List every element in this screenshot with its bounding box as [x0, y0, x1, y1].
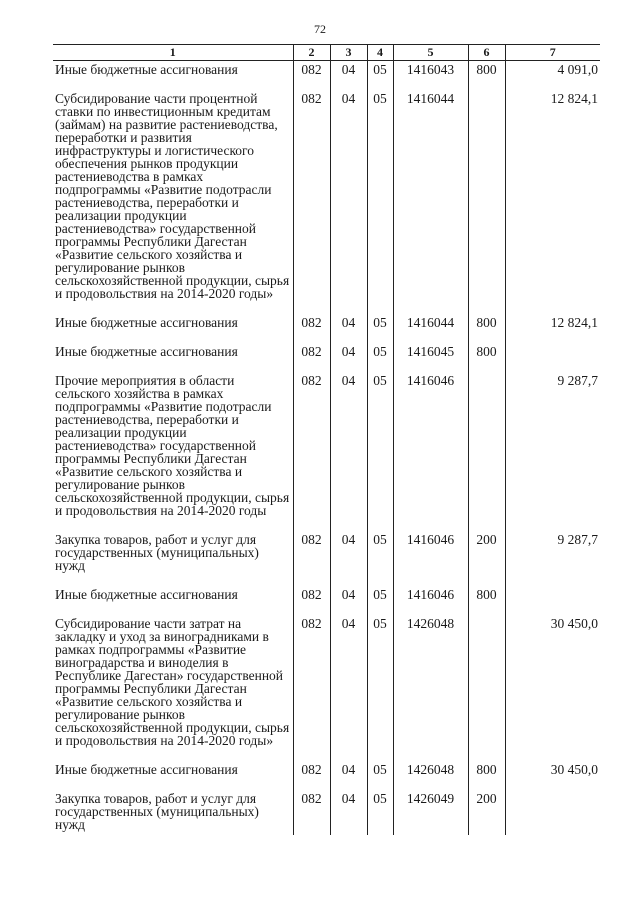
cell-subsection-code: 05 [367, 615, 393, 761]
cell-amount [505, 343, 600, 372]
table-row [53, 761, 600, 790]
cell-subsection-code: 05 [367, 761, 393, 790]
cell-name: Иные бюджетные ассигнования [55, 587, 238, 602]
cell-name: Иные бюджетные ассигнования [55, 762, 238, 777]
cell-grbs-code: 082 [293, 615, 330, 761]
cell-section-code: 04 [330, 761, 367, 790]
cell-grbs-code: 082 [293, 90, 330, 314]
table-row [53, 586, 600, 615]
budget-table [53, 44, 600, 835]
cell-expense-type: 200 [468, 531, 505, 586]
table-header [53, 45, 600, 61]
column-header-5: 5 [393, 45, 468, 61]
cell-subsection-code: 05 [367, 314, 393, 343]
cell-amount: 30 450,0 [505, 615, 600, 761]
cell-name: Прочие мероприятия в области сельского хозяйства в рамках подпрограммы «Развитие подотрасли растениеводства, переработки и реализации продукции растениеводства» государственной программы Республики Дагестан «Развитие сельского хозяйства и регулирование рынков сельскохозяйственной продукции, сырья и продовольствия на 2014-2020 годы [55, 373, 290, 518]
table-row [53, 314, 600, 343]
cell-section-code: 04 [330, 790, 367, 835]
cell-expense-type: 200 [468, 790, 505, 835]
cell-expense-type [468, 90, 505, 314]
cell-subsection-code: 05 [367, 372, 393, 531]
cell-subsection-code: 05 [367, 343, 393, 372]
cell-target-article: 1416046 [393, 586, 468, 615]
cell-grbs-code: 082 [293, 586, 330, 615]
cell-amount [505, 790, 600, 835]
column-header-3: 3 [330, 45, 367, 61]
cell-subsection-code: 05 [367, 90, 393, 314]
cell-name: Закупка товаров, работ и услуг для государственных (муниципальных) нужд [55, 791, 259, 832]
column-header-7: 7 [505, 45, 600, 61]
cell-section-code: 04 [330, 90, 367, 314]
cell-amount: 30 450,0 [505, 761, 600, 790]
cell-grbs-code: 082 [293, 61, 330, 91]
cell-target-article: 1426049 [393, 790, 468, 835]
column-header-1: 1 [53, 45, 293, 61]
cell-expense-type: 800 [468, 586, 505, 615]
cell-target-article: 1416046 [393, 531, 468, 586]
cell-amount: 12 824,1 [505, 314, 600, 343]
cell-grbs-code: 082 [293, 372, 330, 531]
cell-amount: 9 287,7 [505, 531, 600, 586]
cell-expense-type [468, 372, 505, 531]
cell-target-article: 1416046 [393, 372, 468, 531]
cell-section-code: 04 [330, 314, 367, 343]
table-row [53, 90, 600, 314]
cell-section-code: 04 [330, 61, 367, 91]
table-row [53, 531, 600, 586]
cell-grbs-code: 082 [293, 314, 330, 343]
cell-target-article: 1416043 [393, 61, 468, 91]
header-row [53, 45, 600, 61]
cell-expense-type: 800 [468, 761, 505, 790]
table-row [53, 372, 600, 531]
cell-expense-type: 800 [468, 343, 505, 372]
cell-target-article: 1416045 [393, 343, 468, 372]
cell-amount [505, 586, 600, 615]
cell-subsection-code: 05 [367, 586, 393, 615]
cell-name: Субсидирование части затрат на закладку и уход за виноградниками в рамках подпрограммы «Развитие виноградарства и виноделия в Республике Дагестан» государственной программы Республики Дагестан «Развитие сельского хозяйства и регулирование рынков сельскохозяйственной продукции, сырья и продовольствия на 2014-2020 годы» [55, 616, 290, 748]
cell-expense-type: 800 [468, 314, 505, 343]
cell-target-article: 1416044 [393, 314, 468, 343]
cell-section-code: 04 [330, 372, 367, 531]
cell-amount: 9 287,7 [505, 372, 600, 531]
column-header-6: 6 [468, 45, 505, 61]
cell-expense-type: 800 [468, 61, 505, 91]
cell-target-article: 1426048 [393, 615, 468, 761]
cell-expense-type [468, 615, 505, 761]
cell-name: Иные бюджетные ассигнования [55, 62, 238, 77]
cell-section-code: 04 [330, 615, 367, 761]
cell-section-code: 04 [330, 531, 367, 586]
cell-name: Иные бюджетные ассигнования [55, 344, 238, 359]
cell-grbs-code: 082 [293, 531, 330, 586]
cell-name: Закупка товаров, работ и услуг для государственных (муниципальных) нужд [55, 532, 259, 573]
table-row [53, 343, 600, 372]
column-header-2: 2 [293, 45, 330, 61]
cell-name: Иные бюджетные ассигнования [55, 315, 238, 330]
cell-grbs-code: 082 [293, 790, 330, 835]
cell-amount: 12 824,1 [505, 90, 600, 314]
cell-target-article: 1416044 [393, 90, 468, 314]
table-body [53, 61, 600, 836]
cell-subsection-code: 05 [367, 61, 393, 91]
table-row [53, 615, 600, 761]
cell-subsection-code: 05 [367, 790, 393, 835]
cell-section-code: 04 [330, 343, 367, 372]
cell-subsection-code: 05 [367, 531, 393, 586]
cell-amount: 4 091,0 [505, 61, 600, 91]
cell-section-code: 04 [330, 586, 367, 615]
page-number: 72 [314, 22, 326, 36]
cell-name: Субсидирование части процентной ставки по инвестиционным кредитам (займам) на развитие растениеводства, переработки и развития инфраструктуры и логистического обеспечения рынков продукции растениеводства в рамках подпрограммы «Развитие подотрасли растениеводства, переработки и реализации продукции растениеводства» государственной программы Республики Дагестан «Развитие сельского хозяйства и регулирование рынков сельскохозяйственной продукции, сырья и продовольствия на 2014-2020 годы» [55, 91, 290, 301]
cell-grbs-code: 082 [293, 343, 330, 372]
cell-target-article: 1426048 [393, 761, 468, 790]
column-header-4: 4 [367, 45, 393, 61]
cell-grbs-code: 082 [293, 761, 330, 790]
table-row [53, 790, 600, 835]
table-row [53, 61, 600, 91]
